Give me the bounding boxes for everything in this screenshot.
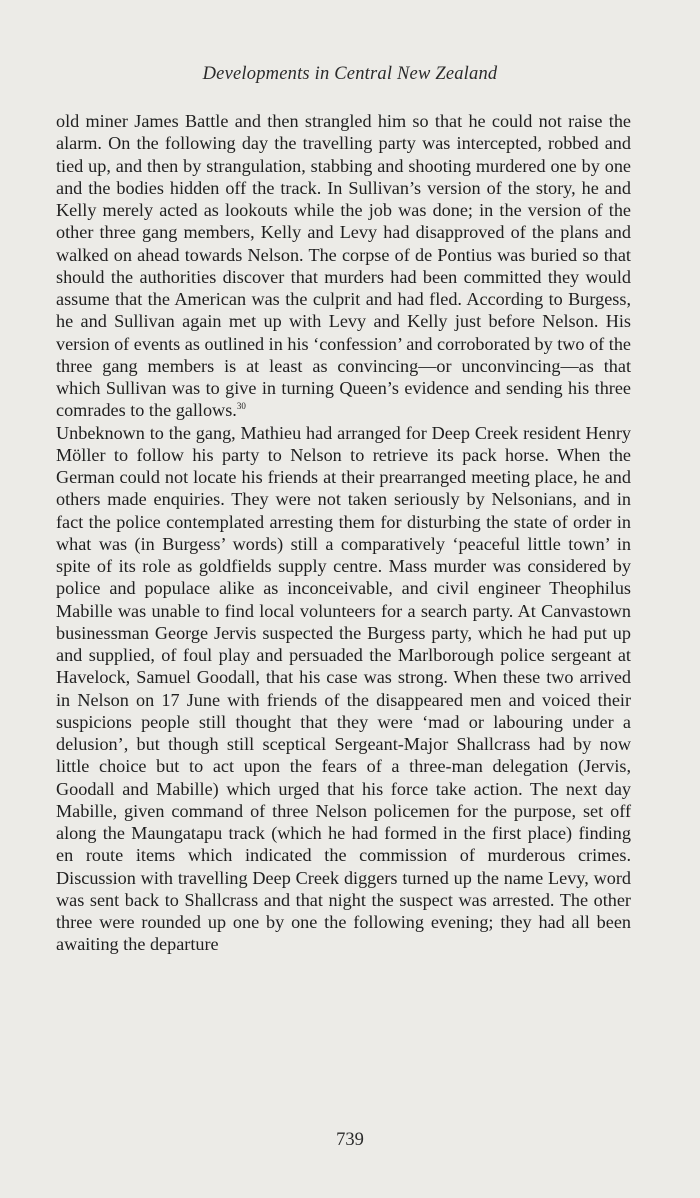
body-text — [56, 110, 631, 956]
paragraph-2-text: Unbeknown to the gang, Mathieu had arranged for Deep Creek resident Henry Möller to follow his party to Nelson to retrieve its pack horse. When the German could not locate his friends at their prearranged meeting place, he and others made enquiries. They were not taken seriously by Nelsonians, and in fact the police contemplated arresting them for disturbing the state of order in what was (in Burgess’ words) still a comparatively ‘peaceful little town’ in spite of its role as goldfields supply centre. Mass murder was considered by police and populace alike as inconceivable, and civil engineer Theophilus Mabille was unable to find local volunteers for a search party. At Canvastown businessman George Jervis suspected the Burgess party, which he had put up and supplied, of foul play and persuaded the Marlborough police sergeant at Havelock, Samuel Goodall, that his case was strong. When these two arrived in Nelson on 17 June with friends of the disappeared men and voiced their suspicions people still thought that they were ‘mad or labouring under a delusion’, but though still sceptical Sergeant-Major Shallcrass had by now little choice but to act upon the fears of a three-man delegation (Jervis, Goodall and Mabille) which urged that his force take action. The next day Mabille, given command of three Nelson policemen for the purpose, set off along the Maungatapu track (which he had formed in the first place) finding en route items which indicated the commission of murderous crimes. Discussion with travelling Deep Creek diggers turned up the name Levy, word was sent back to Shallcrass and that night the suspect was arrested. The other three were rounded up one by one the following evening; they had all been awaiting the departure — [56, 422, 631, 955]
paragraph-1-text: old miner James Battle and then strangled him so that he could not raise the alarm. On the following day the travelling party was intercepted, robbed and tied up, and then by strangulation, stabbing and shooting murdered one by one and the bodies hidden off the track. In Sullivan’s version of the story, he and Kelly merely acted as lookouts while the job was done; in the version of the other three gang members, Kelly and Levy had disapproved of the plans and walked on ahead towards Nelson. The corpse of de Pontius was buried so that should the authorities discover that murders had been committed they would assume that the American was the culprit and had fled. According to Burgess, he and Sullivan again met up with Levy and Kelly just before Nelson. His version of events as outlined in his ‘confession’ and corroborated by two of the three gang members is at least as convincing—or unconvincing—as that which Sullivan was to give in turning Queen’s evidence and sending his three comrades to the gallows. — [56, 111, 631, 421]
footnote-marker-30: 30 — [236, 401, 246, 412]
paragraph-2 — [56, 422, 631, 956]
paragraph-1 — [56, 110, 631, 422]
page-number: 739 — [336, 1130, 364, 1150]
running-head: Developments in Central New Zealand — [202, 64, 498, 84]
